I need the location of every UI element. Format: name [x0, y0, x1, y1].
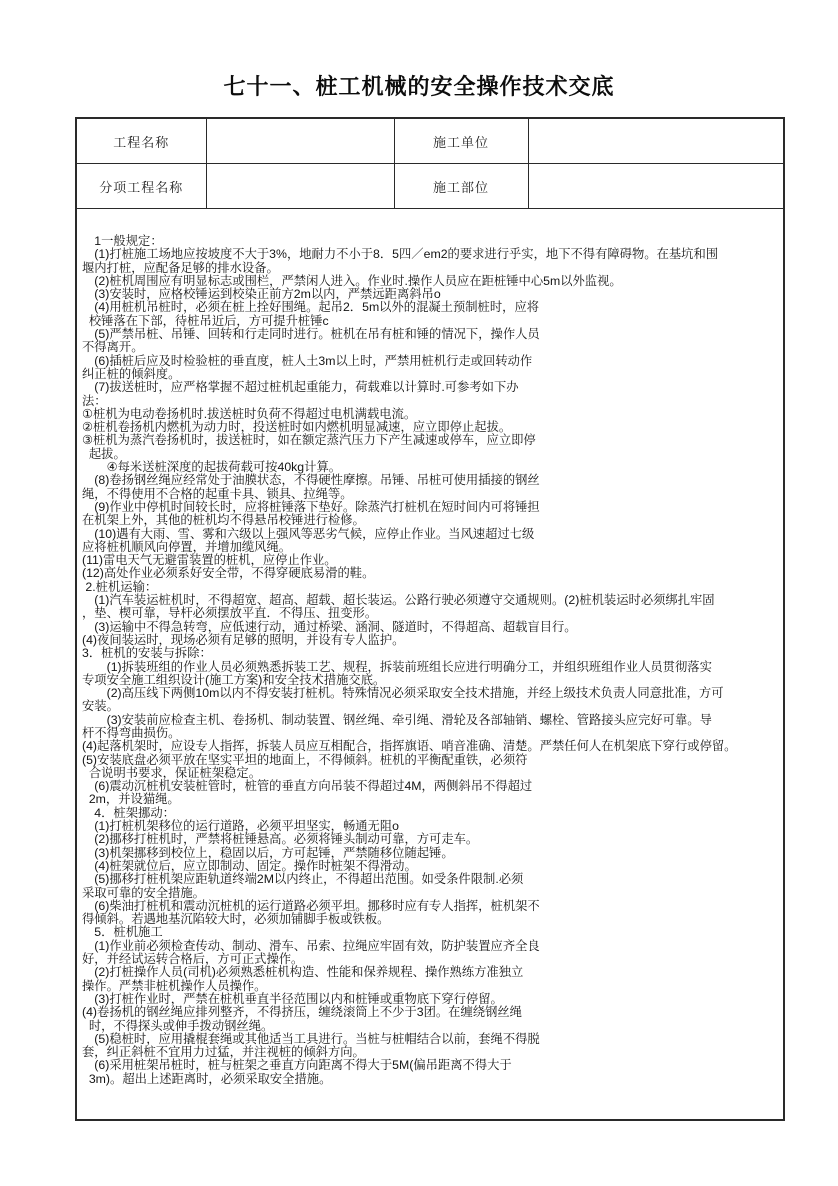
text-line: (7)拔送桩时，应严格掌握不超过桩机起重能力，荷载难以计算时.可参考如下办: [82, 380, 519, 395]
subproject-name-value: [206, 164, 394, 209]
text-line: 采取可靠的安全措施。: [82, 885, 205, 900]
text-line: ，垫、楔可靠，导杆必须摆放平直．不得压、扭变形。: [82, 606, 378, 621]
text-line: (4)卷扬机的钢丝绳应排列整齐，不得挤压，缠绕滚筒上不少于3团。在缠绕钢丝绳: [82, 1005, 522, 1020]
text-line: (2)桩机周围应有明显标志或围栏，严禁闲人进入。作业时.操作人员应在距桩锤中心5m以外监视。: [82, 273, 622, 288]
text-line: 专项安全施工组织设计(施工方案)和安全技术措施交底。: [82, 672, 386, 687]
disclosure-table: [75, 117, 785, 1121]
text-line: (4)起落机架时，应设专人指挥，拆装人员应互相配合，指挥旗语、哨音准确、清楚。严禁任何人在机架底下穿行或停留。: [82, 739, 737, 754]
text-line: 得倾斜。若遇地基沉陷较大时，必须加铺脚手板或铁板。: [82, 912, 390, 927]
text-line: (11)雷电天气无避雷装置的桩机，应停止作业。: [82, 553, 337, 568]
body-text: [77, 209, 783, 1086]
text-line: (2)高压线下两侧10m以内不得安装打桩机。特殊情况必须采取安全技术措施，并经上级技术负责人同意批准，方可: [82, 686, 724, 701]
text-line: (3)安装前应检查主机、卷扬机、制动装置、钢丝绳、牵引绳、滑轮及各部轴销、螺栓、管路接头应完好可靠。导: [82, 712, 712, 727]
text-line: (9)作业中停机时间较长时，应将桩锤落下垫好。除蒸汽打桩机在短时间内可将锤担: [82, 499, 540, 514]
text-line: (3)机架挪移到校位上，稳固以后，方可起锤，严禁随移位随起锤。: [82, 845, 454, 860]
text-line: (1)打桩施工场地应按坡度不大于3%，地耐力不小于8．5四／em2的要求进行乎实，地下不得有障碍物。在基坑和围: [82, 247, 719, 262]
text-line: 纠正桩的倾斜度。: [82, 366, 181, 381]
text-line: (2)挪移打桩机时，严禁将桩锤悬高。必须将锤头制动可靠，方可走车。: [82, 832, 479, 847]
text-line: (3)运输中不得急转弯，应低速行动，通过桥梁、涵洞、隧道时，不得超高、超载盲目行。: [82, 619, 577, 634]
construction-part-label: 施工部位: [394, 164, 528, 209]
text-line: (6)震动沉桩机安装桩管时，桩管的垂直方向吊装不得超过4M，两侧斜吊不得超过: [82, 779, 533, 794]
text-line: 2.桩机运输：: [82, 579, 158, 594]
project-name-value: [206, 118, 394, 164]
text-line: 套，纠正斜桩不宜用力过猛，并注视桩的倾斜方向。: [82, 1045, 365, 1060]
text-line: 绳，不得使用不合格的起重卡具、锁具、拉绳等。: [82, 486, 353, 501]
text-line: (3)安装时，应格校锤运到校染正前方2m以内，严禁远距离斜吊o: [82, 287, 441, 302]
text-line: 在机架上外，其他的桩机均不得悬吊校锤进行检修。: [82, 513, 365, 528]
text-line: (4)桩架就位后，应立即制动、固定。操作时桩架不得滑动。: [82, 858, 417, 873]
text-line: (6)插桩后应及时检验桩的垂直度，桩人土3m以上时，严禁用桩机行走或回转动作: [82, 353, 533, 368]
text-line: 应将桩机顺风向停置，并增加缆风绳。: [82, 539, 292, 554]
text-line: 法：: [82, 393, 107, 408]
text-line: (3)打桩作业时，严禁在桩机垂直半径范围以内和桩锤或重物底下穿行停留。: [82, 991, 503, 1006]
text-line: 3m)。超出上述距离时，必须采取安全措施。: [82, 1071, 332, 1086]
text-line: (1)拆装班组的作业人员必须熟悉拆装工艺、规程，拆装前班组长应进行明确分工，并组织班组作业人员贯彻落实: [82, 659, 712, 674]
text-line: (12)高处作业必须系好安全带，不得穿硬底易滑的鞋。: [82, 566, 375, 581]
text-line: ①桩机为电动卷扬机时.拔送桩时负荷不得超过电机满载电流。: [82, 406, 417, 421]
text-line: ④每米送桩深度的起拔荷载可按40kg计算。: [82, 460, 342, 475]
project-name-label: 工程名称: [76, 118, 206, 164]
text-line: 安装。: [82, 699, 119, 714]
construction-unit-label: 施工单位: [394, 118, 528, 164]
text-line: 堰内打桩，应配备足够的排水设备。: [82, 260, 279, 275]
text-line: 不得离开。: [82, 340, 144, 355]
text-line: 时，不得探头或伸手拨动钢丝绳。: [82, 1018, 274, 1033]
disclosure-body-cell: [76, 209, 784, 1121]
text-line: 好，并经试运转合格后，方可正式操作。: [82, 952, 304, 967]
text-line: 5．桩机施工: [82, 925, 163, 940]
subproject-name-label: 分项工程名称: [76, 164, 206, 209]
text-line: 起拔。: [82, 446, 126, 461]
text-line: (5)稳桩时，应用撬棍套绳或其他适当工具进行。当桩与桩帽结合以前，套绳不得脱: [82, 1031, 540, 1046]
text-line: (5)严禁吊桩、吊锤、回转和行走同时进行。桩机在吊有桩和锤的情况下，操作人员: [82, 327, 540, 342]
table-row: [76, 118, 784, 164]
construction-part-value: [528, 164, 784, 209]
text-line: 合说明书要求，保证桩架稳定。: [82, 765, 262, 780]
text-line: 杆不得弯曲损伤。: [82, 725, 181, 740]
text-line: (10)遇有大雨、雪、雾和六级以上强风等恶劣气候，应停止作业。当风速超过七级: [82, 526, 535, 541]
text-line: 2m，并设猫绳。: [82, 792, 180, 807]
text-line: (5)安装底盘必须平放在坚实平坦的地面上，不得倾斜。桩机的平衡配重铁，必须符: [82, 752, 528, 767]
text-line: (8)卷扬钢丝绳应经常处于油膜状态，不得硬性摩擦。吊锤、吊桩可使用插接的钢丝: [82, 473, 540, 488]
text-line: (2)打桩操作人员(司机)必须熟悉桩机构造、性能和保养规程、操作熟练方准独立: [82, 965, 524, 980]
table-row: [76, 209, 784, 1121]
page-title: 七十一、桩工机械的安全操作技术交底: [223, 74, 615, 99]
text-line: (4)用桩机吊桩时，必须在桩上拴好围绳。起吊2．5m以外的混凝土预制桩时，应将: [82, 300, 540, 315]
construction-unit-value: [528, 118, 784, 164]
text-line: 3．桩机的安装与拆除：: [82, 646, 212, 661]
table-row: [76, 164, 784, 209]
text-line: (1)作业前必须检查传动、制动、滑车、吊索、拉绳应牢固有效，防护装置应齐全良: [82, 938, 540, 953]
text-line: 4．桩架挪动：: [82, 805, 175, 820]
text-line: 1一般规定：: [82, 234, 163, 248]
text-line: (6)采用桩架吊桩时，桩与桩架之垂直方向距离不得大于5M(偏吊距离不得大于: [82, 1058, 512, 1073]
text-line: 操作。严禁非桩机操作人员操作。: [82, 978, 267, 993]
text-line: (1)打桩机架移位的运行道路，必须平坦坚实，畅通无阻o: [82, 819, 399, 834]
text-line: ②桩机卷扬机内燃机为动力时，投送桩时如内燃机明显减速，应立即停止起拔。: [82, 420, 512, 435]
text-line: 校锤落在下部，待桩吊近后，方可提升桩锤c: [82, 313, 329, 328]
text-line: (5)挪移打桩机架应距轨道终端2M以内终止，不得超出范围。如受条件限制.必须: [82, 872, 524, 887]
text-line: (4)夜间装运时，现场必须有足够的照明，并设有专人监护。: [82, 632, 405, 647]
text-line: (6)柴油打桩机和震动沉桩机的运行道路必须平坦。挪移时应有专人指挥，桩机架不: [82, 898, 540, 913]
text-line: ③桩机为蒸汽卷扬机时，拔送桩时，如在额定蒸汽压力下产生减速或停车，应立即停: [82, 433, 536, 448]
text-line: (1)汽车装运桩机时，不得超宽、超高、超载、超长装运。公路行驶必须遵守交通规则。(2)桩机装运时必须绑扎牢固: [82, 593, 715, 608]
